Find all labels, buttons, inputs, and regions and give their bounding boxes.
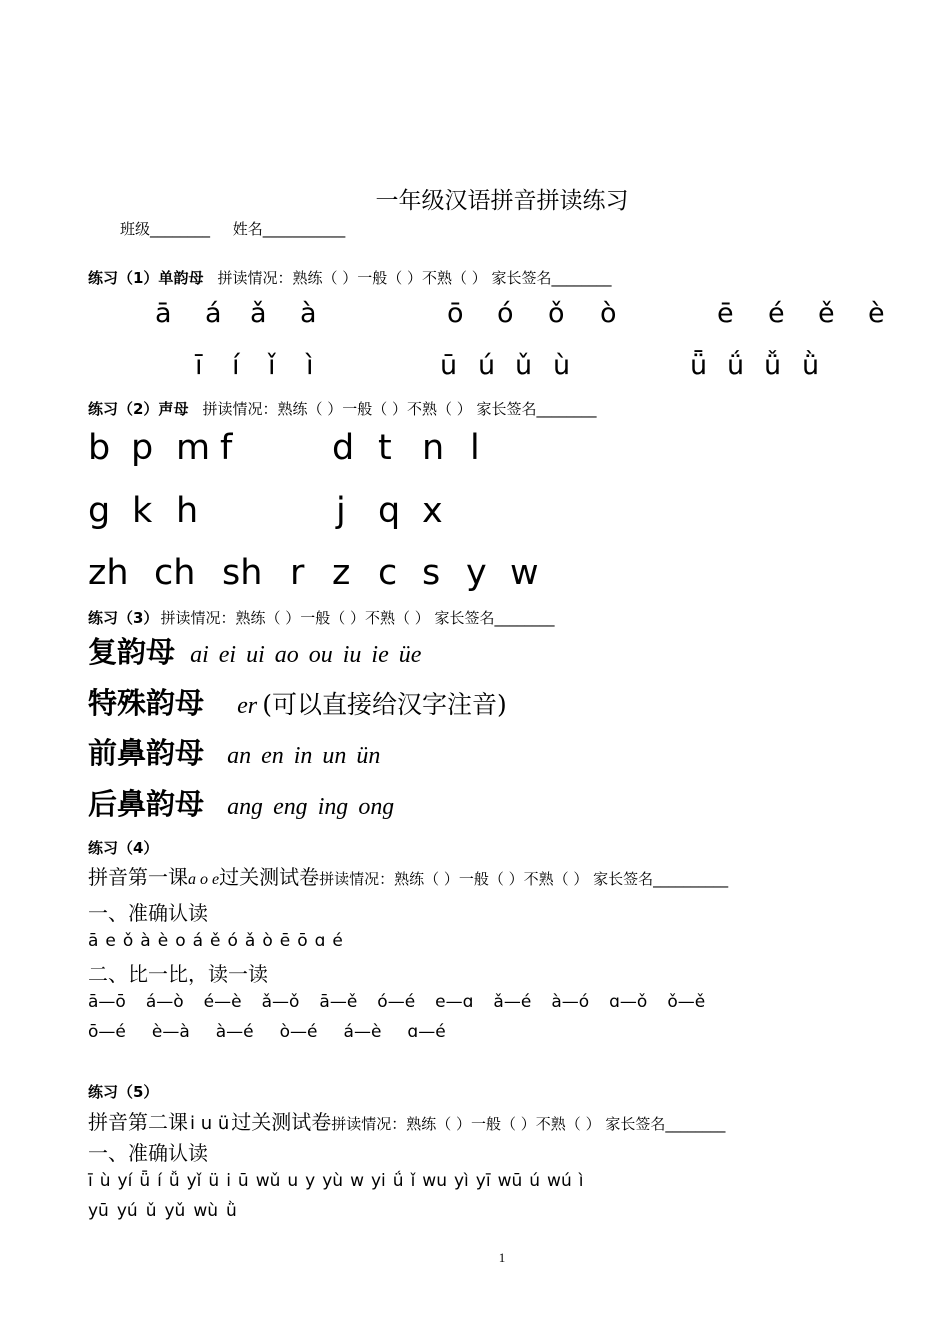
ex4-part2-row1-item: ǎ—é <box>493 992 532 1012</box>
ex4-part1-item: ó <box>227 931 238 951</box>
ex2-row3-item: c <box>378 553 398 593</box>
ex5-row1-item: u <box>287 1171 299 1191</box>
ex5-row1-item: w <box>350 1171 364 1191</box>
ex2-row2-item: h <box>176 491 199 531</box>
ex5-row1-item: yì <box>453 1171 469 1191</box>
ex3-group-4-label: 后鼻韵母 <box>88 787 205 821</box>
ex5-row2-item: wù <box>193 1201 218 1221</box>
ex1-row2-item: ǐ <box>268 350 276 381</box>
ex3-group-2-label: 特殊韵母 <box>88 686 205 720</box>
ex1-row2-item: ī <box>195 350 203 381</box>
ex5-lesson-title: 拼音第二课 <box>88 1110 188 1134</box>
ex2-row3-item: y <box>466 553 487 593</box>
ex1-row2-item: ū <box>440 350 458 381</box>
ex5-row1-item: yǐ <box>186 1171 202 1191</box>
ex4-header <box>88 837 172 858</box>
ex2-row1-item: t <box>378 428 392 468</box>
ex5-row1-item: yù <box>322 1171 344 1191</box>
ex5-lesson-suffix: 过关测试卷 <box>231 1110 332 1134</box>
ex1-row2-item: ú <box>478 350 496 381</box>
ex2-row1-item: p <box>131 428 154 468</box>
ex4-part1-item: ǎ <box>244 931 256 951</box>
ex1-row1 <box>0 298 950 338</box>
ex2-row1-item: f <box>220 428 233 468</box>
ex5-row1-item: ǚ <box>168 1171 180 1191</box>
ex5-row2-item: yú <box>116 1201 138 1221</box>
ex2-row1-item: d <box>332 428 355 468</box>
class-label: 班级________ <box>120 220 211 238</box>
ex1-row1-item: é <box>768 298 785 329</box>
ex2-row3-item: zh <box>88 553 129 593</box>
ex4-lesson-suffix: 过关测试卷 <box>219 865 320 889</box>
ex4-part1-item: o <box>175 931 186 951</box>
ex3-group-3-items: an en in un ün <box>227 743 381 769</box>
ex2-row3 <box>0 553 950 601</box>
ex2-label: 练习（2）声母 <box>88 400 189 418</box>
ex4-part2-row1-item: à—ó <box>551 992 590 1012</box>
ex4-status: 拼读情况：熟练（ ）一般（ ）不熟（ ） 家长签名__________ <box>319 870 729 888</box>
ex2-header <box>88 398 597 419</box>
ex4-part1-item: ɑ <box>314 931 326 951</box>
ex4-lesson <box>88 861 728 890</box>
ex3-label: 练习（3） <box>88 609 159 627</box>
ex4-part2-row1-item: e—ɑ <box>435 992 474 1012</box>
ex3-group-2-note: (可以直接给汉字注音) <box>262 690 507 719</box>
ex1-row1-item: ě <box>818 298 835 329</box>
ex1-row2-item: ì <box>306 350 314 381</box>
ex5-row1-item: ù <box>99 1171 111 1191</box>
ex5-row1-item: wu <box>422 1171 447 1191</box>
ex4-part2-row1-item: ɑ—ǒ <box>609 992 648 1012</box>
ex2-row2-item: q <box>378 491 401 531</box>
ex4-part1-item: ō <box>297 931 308 951</box>
ex4-part2-row1-item: ā—ě <box>319 992 358 1012</box>
ex5-lesson <box>88 1106 725 1135</box>
ex5-lesson-letters: i u ü <box>190 1113 230 1134</box>
ex5-row2-item: yū <box>88 1201 109 1221</box>
page-title: 一年级汉语拼音拼读练习 <box>375 188 629 214</box>
ex4-part1-row <box>88 931 350 951</box>
ex3-group-3-label: 前鼻韵母 <box>88 736 205 770</box>
ex2-row3-item: z <box>332 553 351 593</box>
name-label: 姓名___________ <box>232 220 346 238</box>
ex4-part1-item: ò <box>262 931 273 951</box>
ex2-status: 拼读情况：熟练（ ）一般（ ）不熟（ ） 家长签名________ <box>202 400 597 418</box>
ex5-label: 练习（5） <box>88 1083 159 1101</box>
ex4-part1-item: ā <box>88 931 99 951</box>
ex1-row1-item: ǎ <box>250 298 267 329</box>
ex4-part1-item: ě <box>210 931 221 951</box>
ex2-row2 <box>0 491 950 539</box>
ex2-row1-item: b <box>88 428 111 468</box>
ex1-row1-item: ē <box>717 298 734 329</box>
ex3-group-1 <box>88 630 421 671</box>
ex1-header <box>88 267 612 288</box>
ex1-row1-item: ā <box>155 298 172 329</box>
ex4-part2-row2-item: ō—é <box>88 1022 126 1042</box>
ex2-row1-item: n <box>422 428 445 468</box>
ex5-row2-item: ǜ <box>226 1201 237 1221</box>
ex1-row1-item: à <box>300 298 317 329</box>
ex4-part1-heading: 一、准确认读 <box>88 901 208 925</box>
ex5-row1 <box>88 1171 590 1191</box>
ex4-part2-row1-item: ǒ—ě <box>667 992 706 1012</box>
ex2-row3-item: s <box>422 553 441 593</box>
ex1-row1-item: ō <box>447 298 464 329</box>
ex4-part1-item: á <box>192 931 204 951</box>
ex4-part1-item: e <box>105 931 116 951</box>
ex3-group-1-label: 复韵母 <box>88 635 176 669</box>
ex5-row1-item: ǐ <box>410 1171 416 1191</box>
ex1-row1-item: ǒ <box>548 298 565 329</box>
ex5-row1-item: ì <box>578 1171 584 1191</box>
ex5-row1-item: í <box>157 1171 162 1191</box>
ex1-row2-item: í <box>232 350 240 381</box>
ex5-header <box>88 1081 172 1102</box>
ex4-part2-row2-item: è—à <box>151 1022 190 1042</box>
ex1-row2-item: ǖ <box>690 350 708 381</box>
ex5-status: 拼读情况：熟练（ ）一般（ ）不熟（ ） 家长签名________ <box>331 1115 726 1133</box>
ex4-label: 练习（4） <box>88 839 159 857</box>
ex5-row1-item: wú <box>547 1171 572 1191</box>
ex2-row2-item: x <box>422 491 443 531</box>
ex4-part1-item: ē <box>279 931 291 951</box>
page-number: 1 <box>498 1250 506 1265</box>
ex5-row2 <box>88 1201 245 1221</box>
ex1-row1-item: á <box>205 298 222 329</box>
ex1-label: 练习（1）单韵母 <box>88 269 204 287</box>
ex4-part2-row1-item: é—è <box>203 992 242 1012</box>
ex4-part1-item: è <box>157 931 169 951</box>
ex5-row1-item: yī <box>475 1171 491 1191</box>
ex5-row1-item: i <box>226 1171 231 1191</box>
ex5-row1-item: ǘ <box>392 1171 404 1191</box>
ex5-row1-item: ú <box>529 1171 541 1191</box>
ex2-row2-item: g <box>88 491 111 531</box>
ex1-status: 拼读情况：熟练（ ）一般（ ）不熟（ ） 家长签名________ <box>217 269 612 287</box>
ex3-status: 拼读情况：熟练（ ）一般（ ）不熟（ ） 家长签名________ <box>160 609 555 627</box>
ex2-row2-item: j <box>336 491 346 531</box>
ex3-group-1-items: ai ei ui ao ou iu ie üe <box>190 642 422 668</box>
ex5-row1-item: ū <box>237 1171 249 1191</box>
ex3-header <box>88 607 555 628</box>
ex3-group-4 <box>88 782 394 823</box>
ex4-part2-heading: 二、比一比，读一读 <box>88 962 268 986</box>
ex4-part2-row1-item: á—ò <box>145 992 184 1012</box>
ex2-row3-item: r <box>290 553 305 593</box>
ex2-row3-item: w <box>510 553 539 593</box>
ex4-lesson-letters: a o e <box>188 871 220 888</box>
ex5-row1-item: yí <box>117 1171 133 1191</box>
ex4-part2-row1-item: ā—ō <box>88 992 126 1012</box>
ex5-row2-item: yǔ <box>164 1201 186 1221</box>
ex4-part2-row2-item: á—è <box>343 1022 382 1042</box>
ex4-part2-row2-item: ò—é <box>279 1022 318 1042</box>
ex5-row1-item: wǔ <box>255 1171 281 1191</box>
ex4-part2-row2-item: ɑ—é <box>407 1022 446 1042</box>
ex4-part2-row1-item: ó—é <box>377 992 416 1012</box>
class-name-line <box>120 218 363 239</box>
ex5-row1-item: ü <box>208 1171 220 1191</box>
ex4-part1-item: ǒ <box>122 931 134 951</box>
ex3-group-3 <box>88 731 380 772</box>
ex4-part1-item: à <box>140 931 151 951</box>
ex5-row1-item: y <box>305 1171 316 1191</box>
ex4-part2-row1 <box>88 992 725 1012</box>
ex4-lesson-title: 拼音第一课 <box>88 865 188 889</box>
ex1-row1-item: ó <box>497 298 514 329</box>
ex4-part2-row2-item: à—é <box>215 1022 254 1042</box>
ex1-row2-item: ǚ <box>764 350 782 381</box>
ex5-row1-item: wū <box>497 1171 523 1191</box>
ex2-row2-item: k <box>132 491 153 531</box>
ex2-row1-item: l <box>470 428 480 468</box>
ex3-group-2 <box>88 681 507 722</box>
ex2-row1 <box>0 428 950 476</box>
ex1-row2-item: ǜ <box>802 350 820 381</box>
ex4-part1-item: é <box>332 931 343 951</box>
ex1-row2 <box>0 350 950 390</box>
ex3-group-2-items: er <box>237 693 258 719</box>
ex4-part2-row1-item: ǎ—ǒ <box>261 992 300 1012</box>
ex5-part1-heading: 一、准确认读 <box>88 1141 208 1165</box>
ex5-row1-item: yi <box>370 1171 386 1191</box>
ex4-part2-row2 <box>88 1022 472 1042</box>
ex5-row1-item: ǖ <box>139 1171 151 1191</box>
ex5-row1-item: ī <box>88 1171 93 1191</box>
ex2-row3-item: sh <box>222 553 263 593</box>
ex1-row2-item: ǔ <box>515 350 533 381</box>
ex2-row1-item: m <box>176 428 211 468</box>
ex1-row1-item: è <box>868 298 885 329</box>
ex1-row2-item: ù <box>553 350 571 381</box>
ex1-row2-item: ǘ <box>727 350 745 381</box>
ex5-row2-item: ǔ <box>145 1201 157 1221</box>
ex2-row3-item: ch <box>154 553 196 593</box>
ex1-row1-item: ò <box>600 298 617 329</box>
ex3-group-4-items: anɡ enɡ inɡ onɡ <box>227 794 395 820</box>
